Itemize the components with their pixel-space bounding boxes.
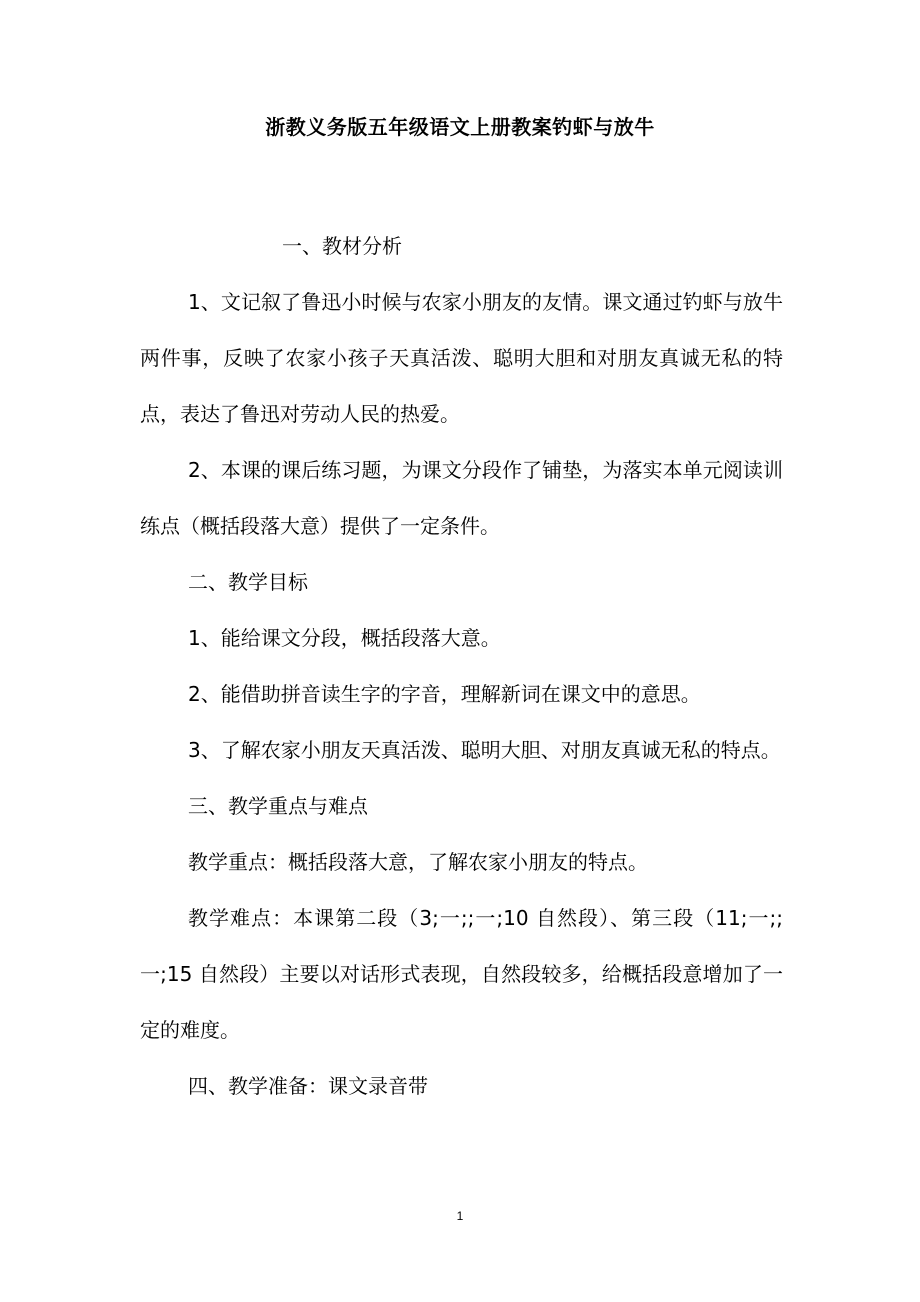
- paragraph: 3、了解农家小朋友天真活泼、聪明大胆、对朋友真诚无私的特点。: [188, 738, 781, 762]
- paragraph: 1、文记叙了鲁迅小时候与农家小朋友的友情。课文通过钓虾与放牛两件事，反映了农家小孩子天真活泼、聪明大胆和对朋友真诚无私的特点，表达了鲁迅对劳动人民的热爱。: [140, 290, 783, 426]
- paragraph: 1、能给课文分段，概括段落大意。: [188, 626, 501, 650]
- paragraph: 教学重点：概括段落大意，了解农家小朋友的特点。: [188, 850, 648, 874]
- paragraph: 教学难点：本课第二段（3;一;;一;10 自然段）、第三段（11;一;;一;15 自然段）主要以对话形式表现，自然段较多，给概括段意增加了一定的难度。: [140, 906, 783, 1042]
- paragraph: 2、本课的课后练习题，为课文分段作了铺垫，为落实本单元阅读训练点（概括段落大意）提供了一定条件。: [140, 458, 783, 538]
- section-heading-key-points: 三、教学重点与难点: [188, 794, 368, 818]
- document-body: [140, 218, 783, 1114]
- section-heading-objectives: 二、教学目标: [188, 570, 308, 594]
- document-title: 浙教义务版五年级语文上册教案钓虾与放牛: [265, 115, 655, 139]
- paragraph: 2、能借助拼音读生字的字音，理解新词在课文中的意思。: [188, 682, 701, 706]
- section-heading-preparation: 四、教学准备：课文录音带: [188, 1074, 428, 1098]
- page-number: 1: [456, 1209, 464, 1223]
- section-heading-materials: 一、教材分析: [282, 234, 402, 258]
